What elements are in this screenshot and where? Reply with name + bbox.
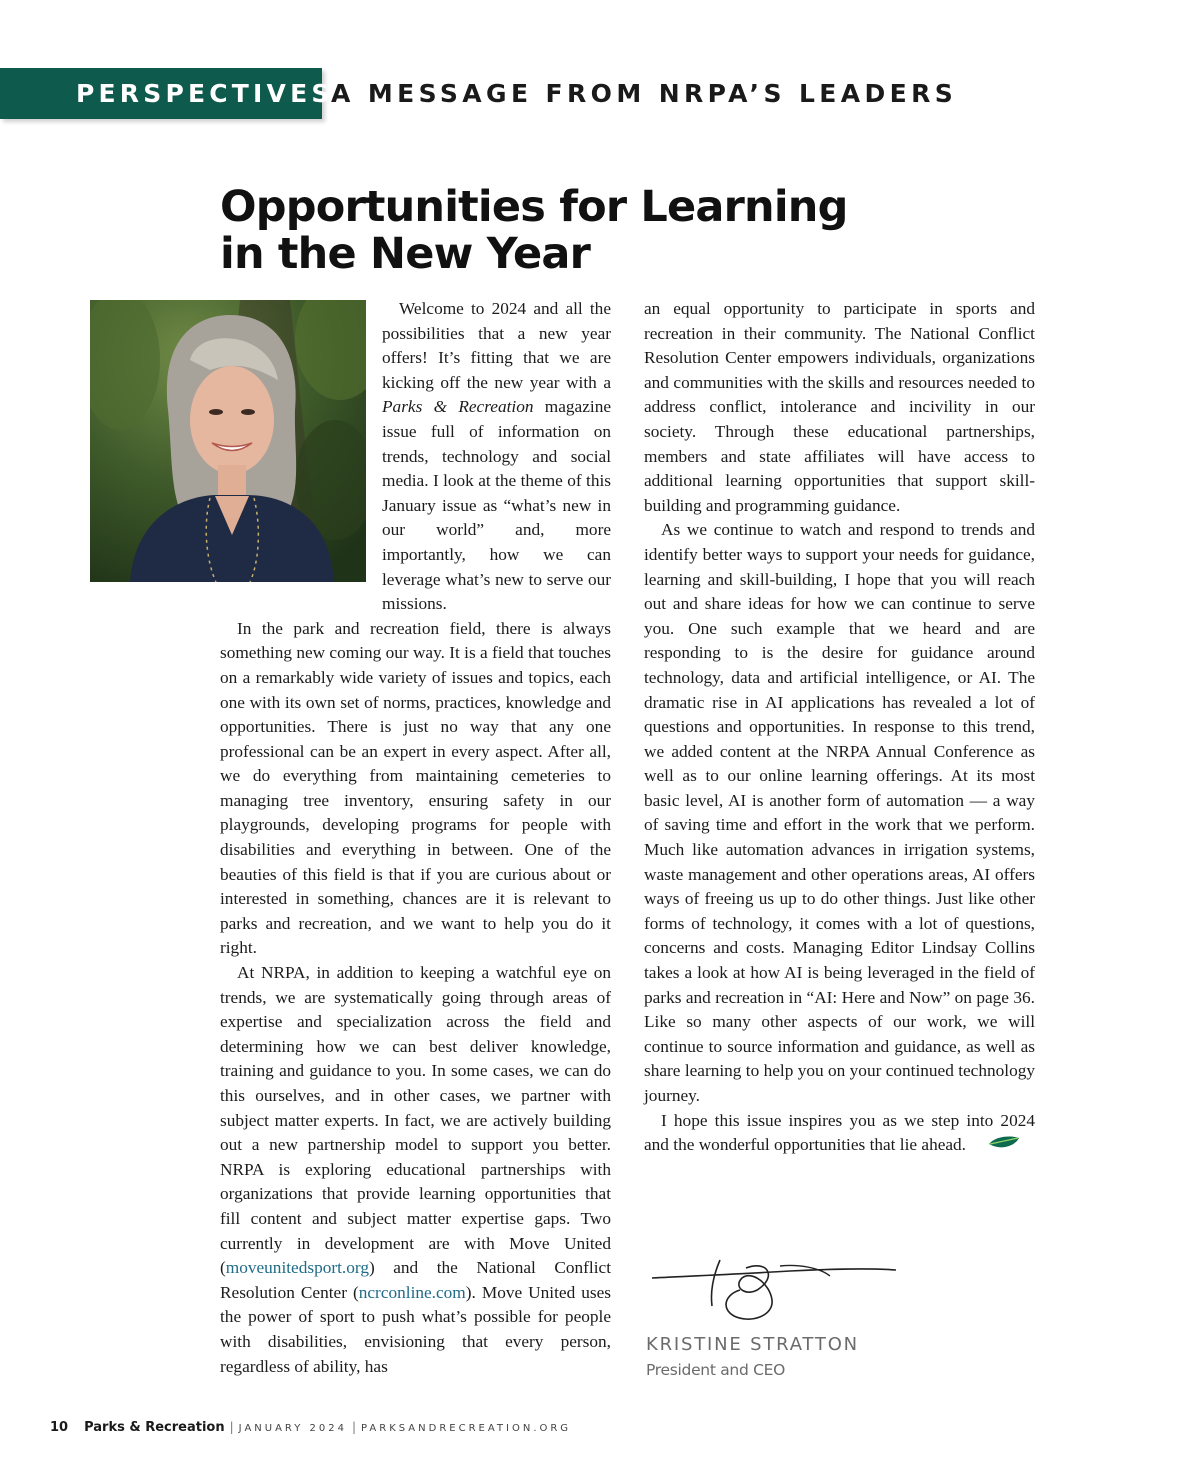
issue-date: JANUARY 2024 <box>238 1423 347 1434</box>
paragraph: In the park and recreation field, there is always something new coming our way. It is a field that touches on a remarkably wide variety of issues and topics, each one with its own set of norms, practices, knowledge and opportunities. There is just no way that any one professional can be an expert in every aspect. After all, we do everything from maintaining cemeteries to managing tree inventory, ensuring safety in our playgrounds, developing programs for people with disabilities and everything in between. One of the beauties of this field is that if you are curious about or interested in something, chances are it is relevant to parks and recreation, and we want to help you do it right. <box>220 618 611 958</box>
paragraph: an equal opportunity to participate in sports and recreation in their community. The National Conflict Resolution Center empowers individuals, organizations and communities with the skills and resources needed to address conflict, intolerance and incivility in our society. Through these educational partnerships, members and state affiliates will have access to additional learning opportunities that support skill-building and programming guidance. <box>644 299 1035 515</box>
title-line-1: Opportunities for Learning <box>220 182 848 232</box>
ncrc-link[interactable]: ncrconline.com <box>358 1282 466 1302</box>
magazine-name: Parks & Recreation <box>382 397 534 417</box>
move-united-link[interactable]: moveunitedsport.org <box>225 1258 369 1278</box>
paragraph-text: Welcome to 2024 and all the possibilities that a new year offers! It’s fitting that we are kicking off the new year with a <box>382 299 611 392</box>
article-column-1 <box>220 297 611 1379</box>
title-line-2: in the New Year <box>220 229 591 279</box>
magazine-name: Parks & Recreation <box>84 1420 225 1435</box>
page-footer <box>50 1416 571 1439</box>
paragraph-text: magazine issue full of information on trends, technology and social media. I look at the theme of this January issue as “what’s new in our world” and, more importantly, how we can leverage what’s new to serve our missions. <box>382 397 612 614</box>
paragraph: As we continue to watch and respond to trends and identify better ways to support your needs for guidance, learning and skill-building, I hope that you will reach out and share ideas for how we can continue to serve you. One such example that we heard and are responding to is the desire for guidance around technology, data and artificial intelligence, or AI. The dramatic rise in AI applications has revealed a lot of questions and opportunities. In response to this trend, we added content at the NRPA Annual Conference as well as to our online learning offerings. At its most basic level, AI is another form of automation — a way of saving time and effort in the work that we perform. Much like automation advances in irrigation systems, waste management and other operations areas, AI offers ways of freeing us up to do other things. Just like other forms of technology, it comes with a lot of questions, concerns and costs. Managing Editor Lindsay Collins takes a look at how AI is being leveraged in the field of parks and recreation in “AI: Here and Now” on page 36. Like so many other aspects of our work, we will continue to source information and guidance, as well as share learning to help you on your continued technology journey. <box>644 520 1035 1105</box>
signature <box>650 1258 900 1326</box>
paragraph-text: I hope this issue inspires you as we step into 2024 and the wonderful opportunities that lie ahead. <box>644 1110 1035 1155</box>
website: PARKSANDRECREATION.ORG <box>361 1423 572 1434</box>
footer-separator: | <box>229 1420 234 1434</box>
section-subtitle: A MESSAGE FROM NRPA’S LEADERS <box>331 79 958 108</box>
paragraph <box>220 961 611 1379</box>
leaf-icon <box>970 1134 1021 1159</box>
photo-wrap-spacer <box>220 297 382 597</box>
page-number: 10 <box>50 1420 69 1435</box>
footer-separator: | <box>351 1420 357 1434</box>
section-label: PERSPECTIVES <box>76 79 334 108</box>
paragraph-text: At NRPA, in addition to keeping a watchful eye on trends, we are systematically going through areas of expertise and specialization across the field and determining how we can best deliver knowledge, training and guidance to you. In some cases, we can do this ourselves, and in other cases, we partner with subject matter experts. In fact, we are actively building out a new partnership model to support you better. NRPA is exploring educational partnerships with organizations that provide learning opportunities that fill content and subject matter expertise gaps. Two currently in development are with Move United ( <box>220 963 611 1278</box>
signer-name: KRISTINE STRATTON <box>646 1334 859 1355</box>
paragraph-text: ). Move United uses the power of sport to push what’s possible for people with disabilities, envisioning that every person, regardless of ability, has <box>220 1282 611 1376</box>
article-column-2 <box>644 297 1035 1159</box>
paragraph-text: ) and the National Conflict Resolution Center ( <box>220 1258 611 1302</box>
paragraph <box>644 1109 1035 1159</box>
signer-title: President and CEO <box>646 1361 786 1379</box>
article-title <box>220 184 920 278</box>
